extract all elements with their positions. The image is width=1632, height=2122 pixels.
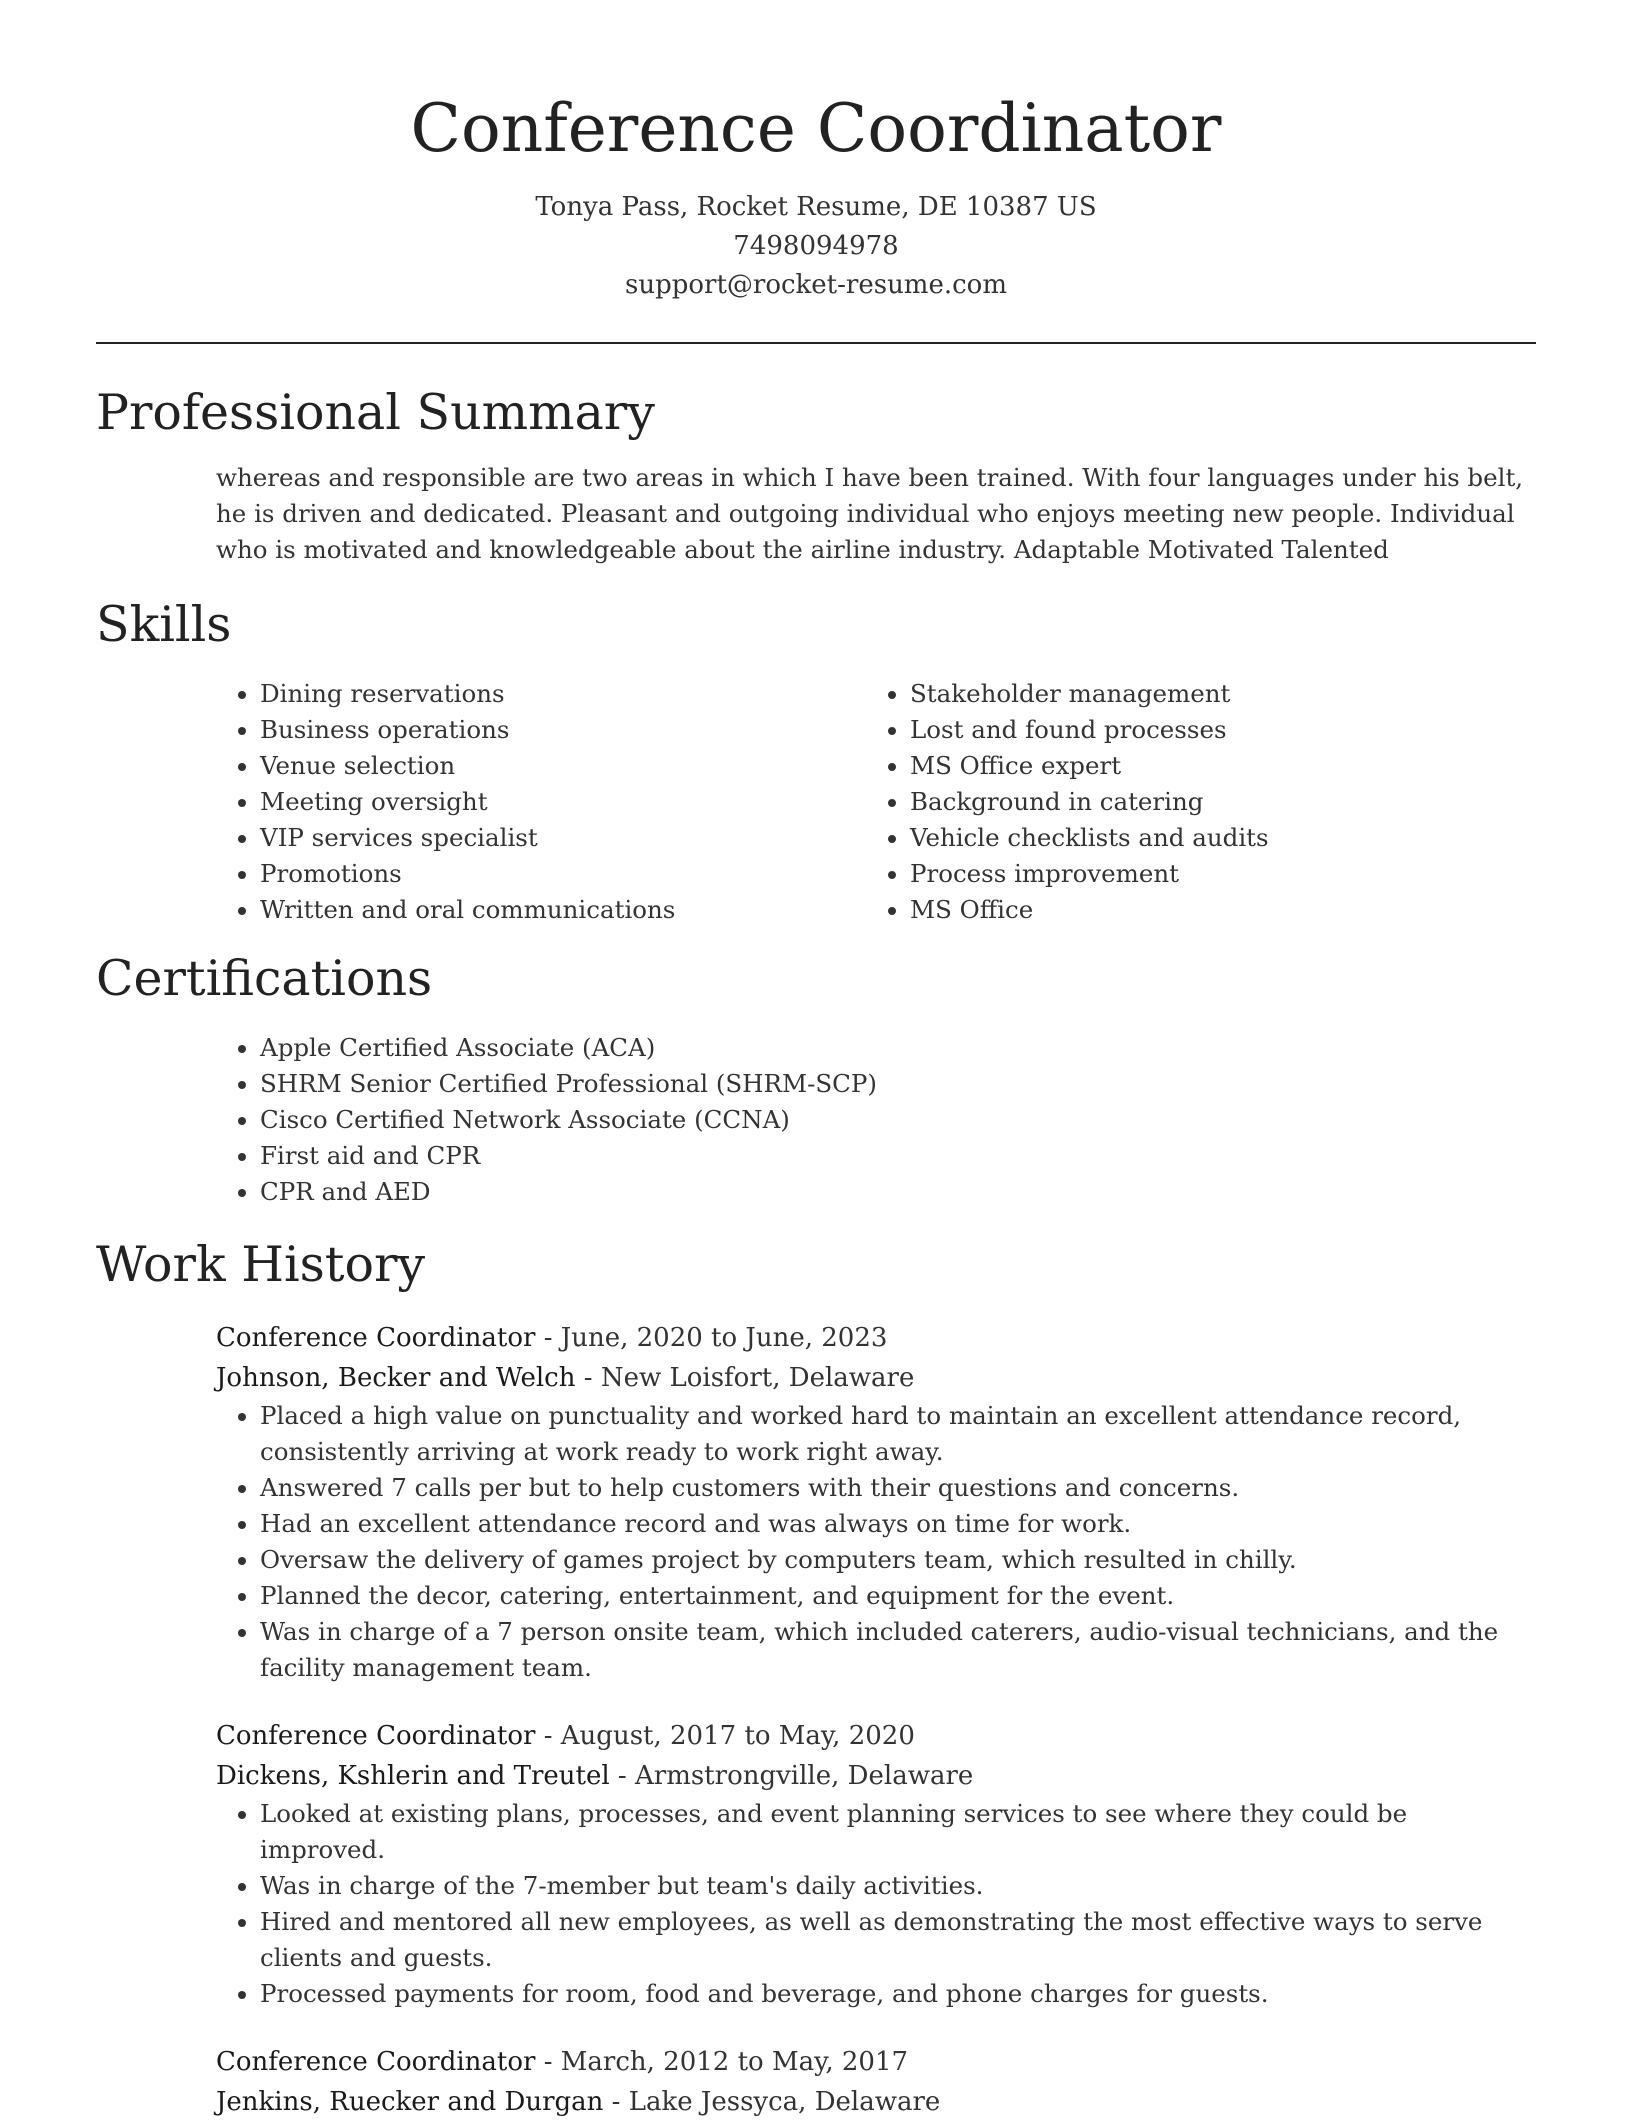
skills-heading: Skills (96, 596, 232, 653)
job-bullet: • Oversaw the delivery of games project by computers team, which resulted in chilly. (260, 1542, 1536, 1578)
summary-text: whereas and responsible are two areas in which I have been trained. With four languages under his belt, he is driven and dedicated. Pleasant and outgoing individual who enjoys meeting new people. Individual who is motivated and knowledgeable about the airline industry. Adaptable Motivated Talented (216, 463, 1524, 564)
skill-item: • VIP services specialist (260, 820, 866, 856)
job-bullet: • Placed a high value on punctuality and worked hard to maintain an excellent attendance record, consistently arriving at work ready to work right away. (260, 1398, 1536, 1470)
skill-item: • Process improvement (910, 856, 1516, 892)
job-bullet: • Looked at existing plans, processes, and event planning services to see where they could be improved. (260, 1796, 1536, 1868)
job-bullet: • Was in charge of the 7-member but team's daily activities. (260, 1868, 1536, 1904)
certification-item: • CPR and AED (260, 1174, 1536, 1210)
contact-address: Tonya Pass, Rocket Resume, DE 10387 US (535, 192, 1097, 222)
certification-item: • SHRM Senior Certified Professional (SHRM-SCP) (260, 1066, 1536, 1102)
job-company: Dickens, Kshlerin and Treutel (216, 1761, 610, 1791)
certification-item: • Apple Certified Associate (ACA) (260, 1030, 1536, 1066)
skills-left-column (216, 676, 866, 928)
job-bullets (216, 1398, 1536, 1686)
job-title-line: Conference Coordinator - August, 2017 to May, 2020 (216, 1721, 915, 1751)
job-dates: March, 2012 to May, 2017 (560, 2047, 909, 2077)
contact-email: support@rocket-resume.com (624, 270, 1007, 300)
job-bullets (216, 1796, 1536, 2012)
skill-item: • Written and oral communications (260, 892, 866, 928)
job-company: Johnson, Becker and Welch (216, 1363, 576, 1393)
contact-phone: 7498094978 (733, 231, 899, 261)
job-entry (216, 1716, 1536, 2012)
skills-right-column (866, 676, 1516, 928)
job-dates: June, 2020 to June, 2023 (560, 1323, 888, 1353)
resume-page (96, 0, 1536, 2122)
job-location: New Loisfort, Delaware (600, 1363, 915, 1393)
skill-item: • Dining reservations (260, 676, 866, 712)
job-bullet: • Was in charge of a 7 person onsite team, which included caterers, audio-visual technicians, and the facility management team. (260, 1614, 1536, 1686)
job-company-line: Jenkins, Ruecker and Durgan - Lake Jessyca, Delaware (216, 2087, 941, 2117)
job-title: Conference Coordinator (216, 2047, 536, 2077)
skill-item: • Venue selection (260, 748, 866, 784)
job-bullet: • Planned the decor, catering, entertainment, and equipment for the event. (260, 1578, 1536, 1614)
job-title-line: Conference Coordinator - March, 2012 to May, 2017 (216, 2047, 909, 2077)
certification-item: • Cisco Certified Network Associate (CCNA) (260, 1102, 1536, 1138)
skill-item: • MS Office (910, 892, 1516, 928)
job-location: Lake Jessyca, Delaware (628, 2087, 941, 2117)
job-title-line: Conference Coordinator - June, 2020 to June, 2023 (216, 1323, 888, 1353)
resume-title: Conference Coordinator (410, 90, 1222, 167)
certifications-heading: Certifications (96, 950, 433, 1007)
job-company: Jenkins, Ruecker and Durgan (216, 2087, 604, 2117)
skill-item: • MS Office expert (910, 748, 1516, 784)
skill-item: • Lost and found processes (910, 712, 1516, 748)
skill-item: • Business operations (260, 712, 866, 748)
header-divider (96, 342, 1536, 344)
job-bullet: • Had an excellent attendance record and was always on time for work. (260, 1506, 1536, 1542)
certifications-list (216, 1030, 1536, 1210)
job-title: Conference Coordinator (216, 1323, 536, 1353)
skill-item: • Vehicle checklists and audits (910, 820, 1516, 856)
skill-item: • Background in catering (910, 784, 1516, 820)
job-entry (216, 2042, 1536, 2122)
job-bullet: • Answered 7 calls per but to help customers with their questions and concerns. (260, 1470, 1536, 1506)
skill-item: • Stakeholder management (910, 676, 1516, 712)
skill-item: • Meeting oversight (260, 784, 866, 820)
job-bullet: • Processed payments for room, food and beverage, and phone charges for guests. (260, 1976, 1536, 2012)
certification-item: • First aid and CPR (260, 1138, 1536, 1174)
job-company-line: Johnson, Becker and Welch - New Loisfort, Delaware (216, 1363, 915, 1393)
job-bullet: • Hired and mentored all new employees, as well as demonstrating the most effective ways to serve clients and guests. (260, 1904, 1536, 1976)
summary-heading: Professional Summary (96, 384, 655, 441)
job-title: Conference Coordinator (216, 1721, 536, 1751)
job-location: Armstrongville, Delaware (634, 1761, 974, 1791)
job-dates: August, 2017 to May, 2020 (560, 1721, 915, 1751)
work-history-heading: Work History (96, 1236, 426, 1293)
job-company-line: Dickens, Kshlerin and Treutel - Armstrongville, Delaware (216, 1761, 974, 1791)
skill-item: • Promotions (260, 856, 866, 892)
skills-columns (216, 676, 1536, 928)
job-entry (216, 1318, 1536, 1686)
